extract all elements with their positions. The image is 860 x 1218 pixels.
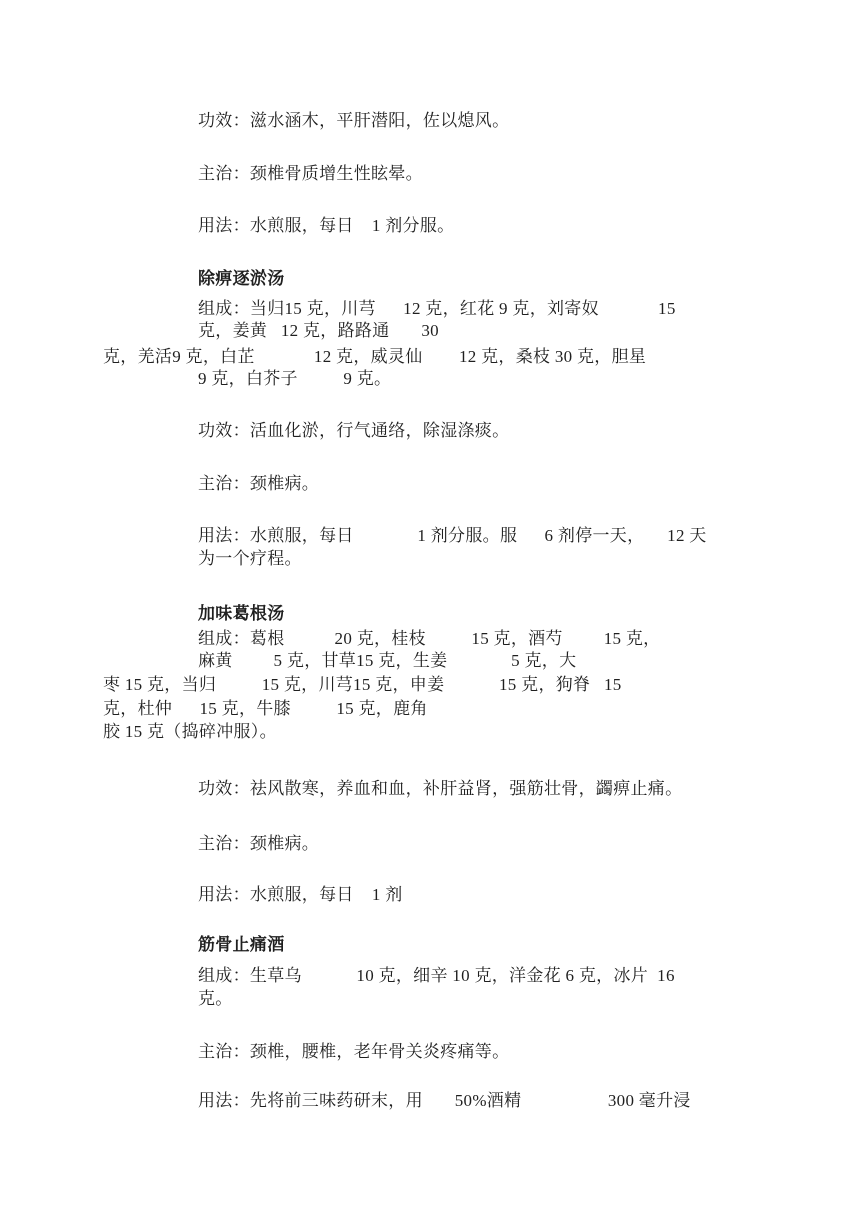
indications-line-jingu: 主治：颈椎，腰椎，老年骨关炎疼痛等。 bbox=[198, 1042, 510, 1061]
usage-line-jingu: 用法：先将前三味药研末，用 50%酒精 300 毫升浸 bbox=[198, 1091, 691, 1110]
indications-line-gegen: 主治：颈椎病。 bbox=[198, 834, 320, 853]
composition-line-2-gegen: 麻黄 5 克，甘草15 克，生姜 5 克，大 bbox=[198, 651, 577, 670]
indications-line-prev-formula: 主治：颈椎骨质增生性眩晕。 bbox=[198, 164, 423, 183]
indications-line-chubi: 主治：颈椎病。 bbox=[198, 474, 320, 493]
efficacy-line-gegen: 功效：祛风散寒，养血和血，补肝益肾，强筋壮骨，蠲痹止痛。 bbox=[198, 779, 683, 798]
composition-line-1-chubi: 组成：当归15 克，川芎 12 克，红花 9 克，刘寄奴 15 bbox=[198, 299, 676, 318]
usage-line-gegen: 用法：水煎服，每日 1 剂 bbox=[198, 885, 403, 904]
composition-line-4-gegen: 克，杜仲 15 克，牛膝 15 克，鹿角 bbox=[103, 699, 428, 718]
composition-line-1-gegen: 组成：葛根 20 克，桂枝 15 克，酒芍 15 克， bbox=[198, 629, 661, 648]
efficacy-line-prev-formula: 功效：滋水涵木，平肝潜阳，佐以熄风。 bbox=[198, 111, 510, 130]
composition-line-2-jingu: 克。 bbox=[198, 989, 233, 1008]
composition-line-1-jingu: 组成：生草乌 10 克，细辛 10 克，洋金花 6 克，冰片 16 bbox=[198, 966, 675, 985]
composition-line-4-chubi: 9 克，白芥子 9 克。 bbox=[198, 369, 392, 388]
composition-line-3-gegen: 枣 15 克，当归 15 克，川芎15 克，申姜 15 克，狗脊 15 bbox=[103, 675, 622, 694]
efficacy-line-chubi: 功效：活血化淤，行气通络，除湿涤痰。 bbox=[198, 421, 510, 440]
usage-line-2-chubi: 为一个疗程。 bbox=[198, 549, 302, 568]
formula-title-jingu-zhitong-jiu: 筋骨止痛酒 bbox=[198, 935, 285, 954]
usage-line-prev-formula: 用法：水煎服，每日 1 剂分服。 bbox=[198, 216, 455, 235]
formula-title-jiawei-gegen-tang: 加味葛根汤 bbox=[198, 604, 285, 623]
usage-line-1-chubi: 用法：水煎服，每日 1 剂分服。服 6 剂停一天， 12 天 bbox=[198, 526, 707, 545]
composition-line-3-chubi: 克，羌活9 克，白芷 12 克，威灵仙 12 克，桑枝 30 克，胆星 bbox=[103, 347, 647, 366]
composition-line-2-chubi: 克，姜黄 12 克，路路通 30 bbox=[198, 321, 439, 340]
composition-line-5-gegen: 胶 15 克（捣碎冲服）。 bbox=[103, 722, 277, 741]
formula-title-chubi-zhuyu-tang: 除痹逐淤汤 bbox=[198, 269, 285, 288]
